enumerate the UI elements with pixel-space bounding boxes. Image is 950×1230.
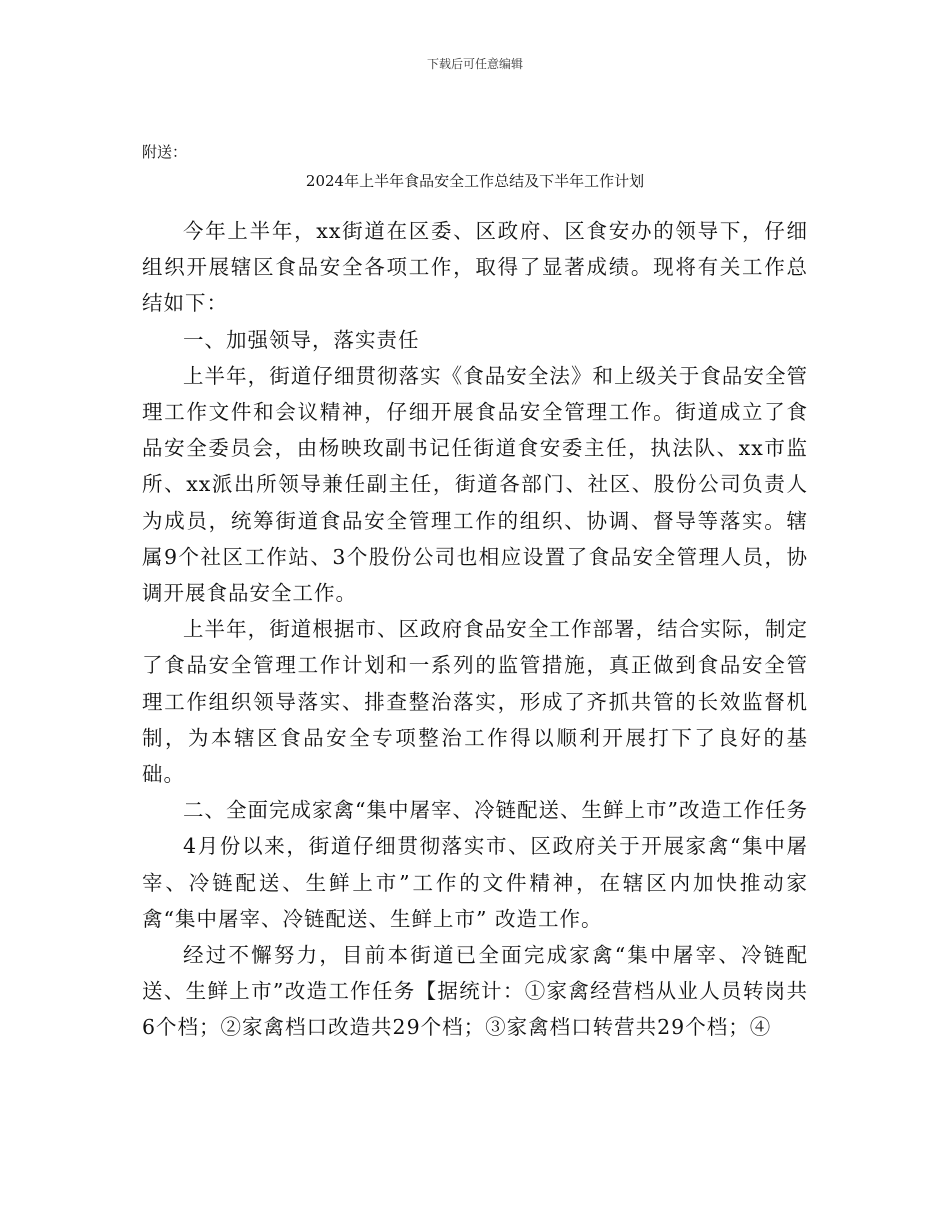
section-heading-2: 二、全面完成家禽“集中屠宰、冷链配送、生鲜上市”改造工作任务: [183, 798, 808, 823]
paragraph-poultry-results: 经过不懈努力，目前本街道已全面完成家禽“集中屠宰、冷链配送、生鲜上市”改造工作任务【据统计：①家禽经营档从业人员转岗共6个档；②家禽档口改造共29个档；③家禽档口转营共29个档；④: [142, 943, 808, 1040]
attachment-label: 附送：: [142, 143, 188, 161]
paragraph-poultry-policy: 4月份以来，街道仔细贯彻落实市、区政府关于开展家禽“集中屠宰、冷链配送、生鲜上市”工作的文件精神，在辖区内加快推动家禽“集中屠宰、冷链配送、生鲜上市” 改造工作。: [142, 834, 808, 931]
section-heading-1: 一、加强领导，落实责任: [183, 327, 420, 352]
document-body: [142, 213, 808, 1046]
page-header-note: 下载后可任意编辑: [426, 57, 523, 71]
document-title: 2024年上半年食品安全工作总结及下半年工作计划: [305, 172, 645, 190]
paragraph-leadership: 上半年，街道仔细贯彻落实《食品安全法》和上级关于食品安全管理工作文件和会议精神，仔细开展食品安全管理工作。街道成立了食品安全委员会，由杨映玫副书记任街道食安委主任，执法队、xx市监所、xx派出所领导兼任副主任，街道各部门、社区、股份公司负责人为成员，统筹街道食品安全管理工作的组织、协调、督导等落实。辖属9个社区工作站、3个股份公司也相应设置了食品安全管理人员，协调开展食品安全工作。: [142, 363, 808, 606]
paragraph-measures: 上半年，街道根据市、区政府食品安全工作部署，结合实际，制定了食品安全管理工作计划和一系列的监管措施，真正做到食品安全管理工作组织领导落实、排查整治落实，形成了齐抓共管的长效监督机制，为本辖区食品安全专项整治工作得以顺利开展打下了良好的基础。: [142, 617, 808, 787]
paragraph-intro: 今年上半年，xx街道在区委、区政府、区食安办的领导下，仔细组织开展辖区食品安全各项工作，取得了显著成绩。现将有关工作总结如下：: [142, 219, 808, 316]
